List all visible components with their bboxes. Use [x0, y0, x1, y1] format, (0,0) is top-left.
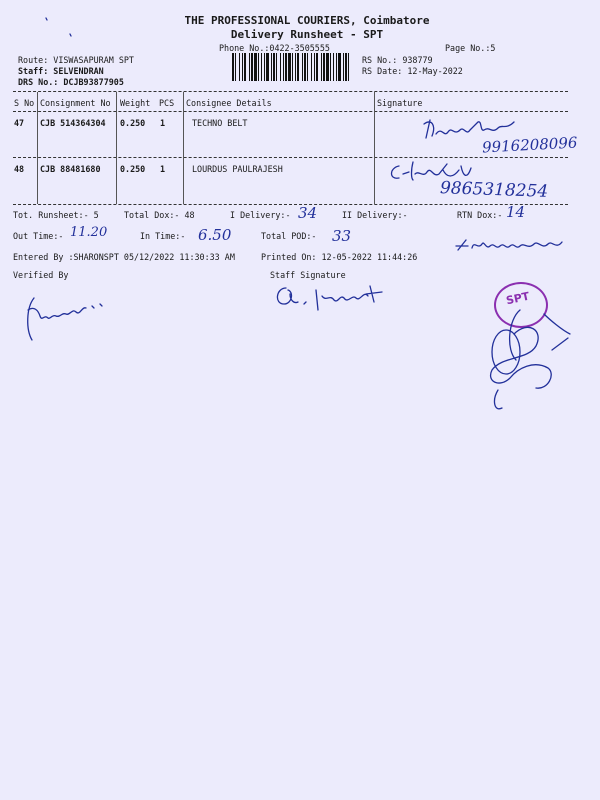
- col-sep: [116, 92, 117, 204]
- barcode-bar: [239, 53, 240, 81]
- in-time-value: 6.50: [198, 226, 232, 244]
- barcode-bar: [345, 53, 347, 81]
- barcode-bar: [271, 53, 272, 81]
- verified-by-signature: [20, 290, 120, 346]
- rs-date: RS Date: 12-May-2022: [362, 66, 463, 76]
- barcode-bar: [261, 53, 262, 81]
- col-sep: [37, 92, 38, 204]
- barcode-bar: [304, 53, 306, 81]
- total-pod-value: 33: [332, 227, 352, 245]
- staff-initials-signature: [452, 234, 582, 256]
- out-time-label: Out Time:-: [13, 231, 64, 241]
- barcode-icon: [230, 53, 354, 83]
- table-top-rule: [13, 91, 568, 92]
- total-dox: Total Dox:- 48: [124, 210, 195, 220]
- barcode-bar: [311, 53, 312, 81]
- barcode-bar: [266, 53, 269, 81]
- barcode-bar: [297, 53, 299, 81]
- barcode-bar: [264, 53, 265, 81]
- row-consignee: LOURDUS PAULRAJESH: [192, 164, 283, 174]
- staff-label: Staff: SELVENDRAN: [18, 66, 104, 76]
- row-consignment: CJB 514364304: [40, 118, 106, 128]
- barcode-bar: [242, 53, 243, 81]
- barcode-bar: [338, 53, 341, 81]
- i-delivery-label: I Delivery:-: [230, 210, 291, 220]
- staff-signature-label: Staff Signature: [270, 270, 346, 280]
- barcode-bar: [244, 53, 246, 81]
- barcode-bar: [307, 53, 308, 81]
- column-header-sno: S No: [14, 98, 35, 108]
- phone-handwritten-row-47: 9916208096: [481, 133, 578, 157]
- col-sep: [374, 92, 375, 204]
- barcode-bar: [336, 53, 337, 81]
- i-delivery-value: 34: [298, 204, 318, 222]
- barcode-bar: [280, 53, 281, 81]
- col-sep: [183, 92, 184, 204]
- barcode-bar: [276, 53, 277, 81]
- barcode-bar: [292, 53, 293, 81]
- phone-number: Phone No.:0422-3505555: [219, 43, 330, 53]
- drs-number: DRS No.: DCJB93877905: [18, 77, 124, 87]
- row-consignee: TECHNO BELT: [192, 118, 248, 128]
- row-pcs: 1: [160, 118, 166, 128]
- row-sno: 47: [14, 118, 25, 128]
- row-weight: 0.250: [120, 118, 146, 128]
- barcode-bar: [333, 53, 334, 81]
- barcode-bar: [314, 53, 315, 81]
- barcode-bar: [273, 53, 275, 81]
- total-pod-label: Total POD:-: [261, 231, 317, 241]
- row-sno: 48: [14, 164, 25, 174]
- barcode-bar: [348, 53, 349, 81]
- in-time-label: In Time:-: [140, 231, 186, 241]
- page-number: Page No.:5: [445, 43, 496, 53]
- column-header-signature: Signature: [377, 98, 423, 108]
- table-bottom-rule: [13, 204, 568, 205]
- barcode-bar: [235, 53, 236, 81]
- barcode-bar: [283, 53, 284, 81]
- column-header-consignment: Consignment No: [40, 98, 111, 108]
- stamp-signature: [478, 290, 578, 420]
- company-title: THE PROFESSIONAL COURIERS, Coimbatore: [184, 14, 430, 27]
- printed-on: Printed On: 12-05-2022 11:44:26: [261, 252, 418, 262]
- barcode-bar: [285, 53, 287, 81]
- barcode-bar: [326, 53, 329, 81]
- barcode-bar: [251, 53, 253, 81]
- column-header-weight: Weight: [120, 98, 151, 108]
- ii-delivery-label: II Delivery:-: [342, 210, 408, 220]
- verified-by-label: Verified By: [13, 270, 69, 280]
- rs-number: RS No.: 938779: [362, 55, 433, 65]
- barcode-bar: [323, 53, 325, 81]
- barcode-bar: [302, 53, 303, 81]
- row-weight: 0.250: [120, 164, 146, 174]
- route-label: Route: VISWASAPURAM SPT: [18, 55, 134, 65]
- barcode-bar: [316, 53, 318, 81]
- row-consignment: CJB 88481680: [40, 164, 101, 174]
- barcode-bar: [249, 53, 250, 81]
- barcode-bar: [232, 53, 234, 81]
- office-stamp-text: SPT: [504, 289, 531, 308]
- rtn-dox-value: 14: [506, 203, 526, 221]
- barcode-bar: [330, 53, 331, 81]
- barcode-bar: [254, 53, 257, 81]
- column-header-pcs: PCS: [159, 98, 175, 108]
- barcode-bar: [258, 53, 259, 81]
- scan-mark: [40, 14, 80, 44]
- barcode-bar: [321, 53, 322, 81]
- entered-by: Entered By :SHARONSPT 05/12/2022 11:30:33 AM: [13, 252, 235, 262]
- rtn-dox-label: RTN Dox:-: [457, 210, 503, 220]
- staff-signature: [270, 280, 400, 316]
- column-header-consignee: Consignee Details: [186, 98, 272, 108]
- barcode-bar: [295, 53, 296, 81]
- barcode-bar: [343, 53, 344, 81]
- phone-handwritten-row-48: 9865318254: [439, 178, 549, 202]
- barcode-bar: [288, 53, 291, 81]
- row-pcs: 1: [160, 164, 166, 174]
- runsheet-title: Delivery Runsheet - SPT: [230, 28, 384, 41]
- out-time-value: 11.20: [70, 225, 108, 240]
- tot-runsheet: Tot. Runsheet:- 5: [13, 210, 99, 220]
